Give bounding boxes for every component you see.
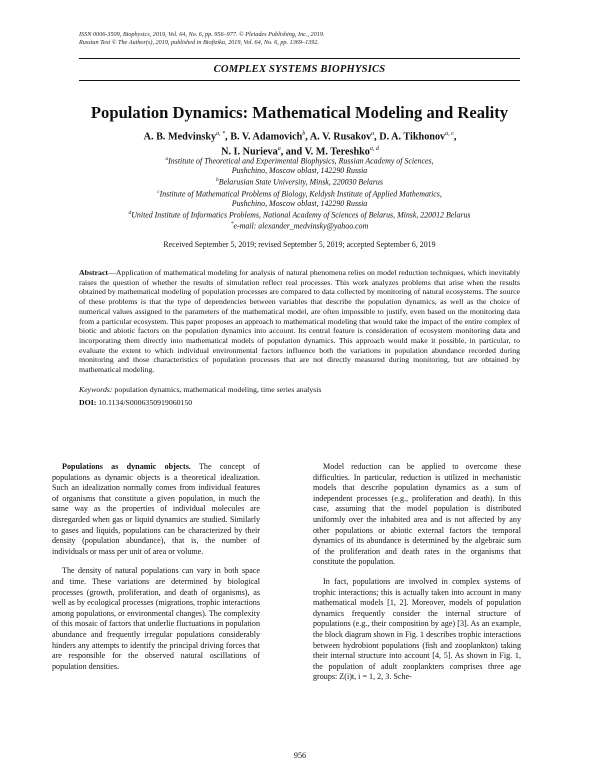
header-line-1: ISSN 0006-3509, Biophysics, 2019, Vol. 64, No. 6, pp. 956–977. © Pleiades Publishing, Inc., 2019. [79,31,325,38]
doi-label: DOI: [79,398,97,407]
author-sup: b [302,131,306,137]
affiliation [79,188,520,199]
affiliation-sup: c [157,188,160,195]
author-name: , and V. M. Tereshko [280,146,370,158]
affiliation-sup: * [230,221,234,228]
paragraph [52,566,260,672]
paragraph-text: The concept of populations as dynamic objects is a theoretical idealization. Such an idealization normally comes from individual features of organisms that constitute a given population, in much the same way as the properties of individual molecules are disregarded when gas or liquid dynamics are studied. Similarly to gases and liquids, populations can be characterized by their density (population abundance), that is, the number of individuals or mass per unit of area or volume. [52,462,260,556]
header-line-2: Russian Text © The Author(s), 2019, published in Biofizika, 2019, Vol. 64, No. 6, pp. 1369–1392. [79,39,319,47]
abstract-text: —Application of mathematical modeling for analysis of natural phenomena relies on model reduction techniques, which inevitably raises the question of whether the results of simulation reflect real processes. This work analyzes problems that arise when the results obtained by mathematical modeling of population processes are compared to data collected by monitoring of natural ecosystems. The source of these problems is that the type of dependencies between variables that describe the population dynamics, as well as the choice of numerical values assigned to the parameters of the mathematical model, are often impossible to justify, even based on the monitoring data from a particular ecosystem. This paper proposes an approach to mathematical modeling that would take the impact of the entire complex of biotic and abiotic factors on the population dynamics into account. Its central feature is consideration of ecosystem monitoring data and incorporating them directly into mathematical models of population dynamics. This approach would make it possible, in particular, to evaluate the extent to which individual environmental factors influence both the variations in population abundance recorded during monitoring and those characteristics of population processes that are not directly measured during monitoring, but are obtained by mathematical modeling. [79,268,520,375]
affiliation-list [79,155,520,232]
author-sup: a, c [445,131,454,137]
top-rule [79,58,520,59]
doi[interactable] [79,398,520,407]
keywords [79,385,520,394]
journal-header [79,31,539,48]
doi-value: 10.1134/S0006350919060150 [96,398,193,407]
author-sup: a [371,131,375,137]
affiliation-text: Pushchino, Moscow oblast, 142290 Russia [231,166,368,176]
affiliation [79,199,520,209]
paragraph [313,577,521,683]
affiliation [79,166,520,176]
section-heading: COMPLEX SYSTEMS BIOPHYSICS [213,64,386,75]
affiliation-sup: d [128,209,132,216]
paragraph-heading: Populations as dynamic objects. [62,462,191,471]
author-sup: a, * [216,131,226,137]
section-rule [79,80,520,81]
author-name: , [453,131,457,143]
right-column [313,462,521,692]
author-name: A. B. Medvinsky [143,131,217,143]
affiliation [79,155,520,166]
paragraph-text: Model reduction can be applied to overcome these difficulties. In particular, reduction is utilized in mechanistic models that describe population dynamics as a sum of independent processes (e.g., proliferation and death). In this case, assuming that the model population is distributed uniformly over the inhabited area and is not affected by any other populations or abiotic external factors the temporal dynamics of its abundance is determined by the algebraic sum of the proliferation and death rates in the organisms that constitute the population. [313,462,521,567]
affiliation-text: Pushchino, Moscow oblast, 142290 Russia [231,199,368,209]
affiliation [79,209,520,220]
author-name: , D. A. Tikhonov [374,131,446,143]
page-number: 956 [293,751,307,760]
affiliation-text: United Institute of Informatics Problems, National Academy of Sciences of Belarus, Minsk, 220012 Belarus [131,210,471,220]
author-name: N. I. Nurieva [221,146,278,158]
abstract [79,268,520,375]
abstract-label: Abstract [79,268,109,277]
paragraph [313,462,521,568]
contact-email[interactable] [79,220,520,231]
left-column [52,462,260,681]
paper-title: Population Dynamics: Mathematical Modeling and Reality [90,103,509,122]
paragraph-text: In fact, populations are involved in complex systems of trophic interactions; this is actually taken into account in many mathematical models [1, 2]. Moreover, models of population dynamics frequently consider the internal structure of populations (e.g., their composition by age) [3]. As an example, the block diagram shown in Fig. 1 describes trophic interactions between hydrobiont populations (fish and zooplankton) taking their internal structure into account [4, 5]. As shown in Fig. 1, the population of adult zooplankters comprises three age groups: Z(i)t, i = 1, 2, 3. Sche- [313,576,521,682]
paragraph-text: The density of natural populations can vary in both space and time. These variations are determined by biological processes (growth, proliferation, and death of organisms), as well as by ecological processes (migrations, trophic interactions among populations, or environmental changes). The complexity of this mosaic of factors that underlie fluctuations in population abundance and frequently irregular populations considerably hinders any attempts to identify the principal driving forces that are responsible for the observed natural oscillations of population densities. [52,566,260,671]
affiliation-sup: b [216,177,219,184]
author-name: , A. V. Rusakov [305,131,372,143]
affiliation-sup: a [165,156,169,162]
paragraph [52,462,260,557]
author-name: , B. V. Adamovich [225,131,303,143]
keywords-text: population dynamics, mathematical modeling, time series analysis [112,385,322,394]
affiliation-text: Institute of Theoretical and Experimental Biophysics, Russian Academy of Sciences, [168,156,434,166]
email-text: e-mail: alexander_medvinsky@yahoo.com [233,221,369,231]
affiliation [79,176,520,187]
author-sup: a [277,146,281,153]
author-sup: a, d [369,146,379,153]
received-dates: Received September 5, 2019; revised September 5, 2019; accepted September 6, 2019 [163,240,436,249]
affiliation-text: Belarusian State University, Minsk, 220030 Belarus [218,177,383,187]
affiliation-text: Institute of Mathematical Problems of Biology, Keldysh Institute of Applied Mathematics, [159,189,442,199]
keywords-label: Keywords: [79,385,113,394]
author-line-1 [90,128,510,143]
